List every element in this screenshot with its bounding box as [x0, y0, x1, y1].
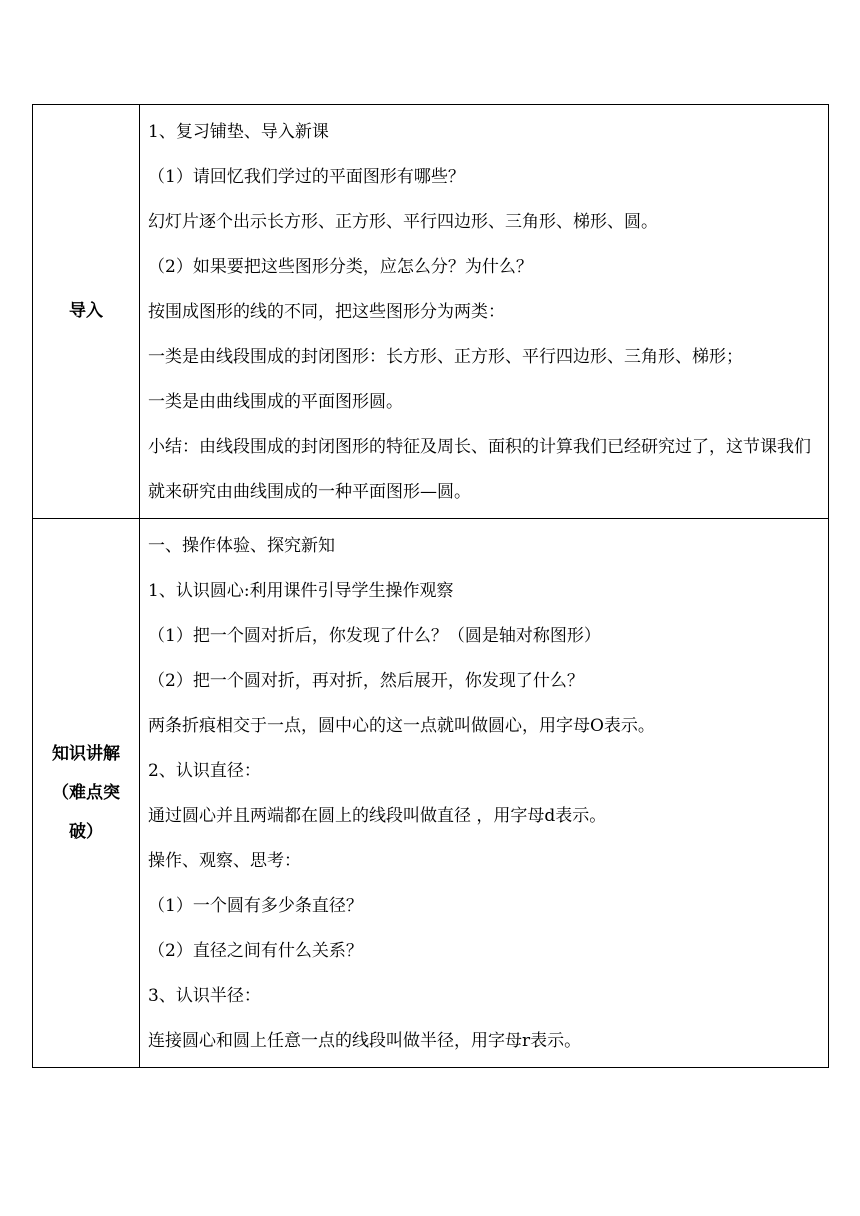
section-label-knowledge	[33, 519, 140, 1068]
table-row	[33, 519, 829, 1068]
section-content-knowledge	[140, 519, 829, 1068]
content-line: （2）如果要把这些图形分类，应怎么分？为什么？	[148, 257, 533, 277]
section-label-text: 导入	[69, 301, 103, 321]
content-line: 一类是由曲线围成的平面图形圆。	[148, 392, 403, 412]
content-line: （2）把一个圆对折，再对折，然后展开，你发现了什么？	[148, 671, 584, 691]
content-line: 通过圆心并且两端都在圆上的线段叫做直径 ，用字母d表示。	[148, 806, 607, 826]
content-line: 按围成图形的线的不同，把这些图形分为两类：	[148, 302, 505, 322]
lesson-plan-table	[32, 104, 829, 1068]
content-line: （1）一个圆有多少条直径？	[148, 896, 363, 916]
content-line: 连接圆心和圆上任意一点的线段叫做半径，用字母r表示。	[148, 1031, 582, 1051]
content-line: （2）直径之间有什么关系？	[148, 941, 363, 961]
section-content-intro	[140, 105, 829, 519]
section-label-intro	[33, 105, 140, 519]
content-line: 小结：由线段围成的封闭图形的特征及周长、面积的计算我们已经研究过了，这节课我们就来研究由曲线围成的一种平面图形—圆。	[148, 437, 811, 502]
content-line: 一、操作体验、探究新知	[148, 536, 335, 556]
section-label-text: 知识讲解（难点突破）	[52, 743, 120, 842]
content-line: 1、复习铺垫、导入新课	[148, 122, 329, 142]
content-line: 1、认识圆心:利用课件引导学生操作观察	[148, 581, 454, 601]
content-line: 操作、观察、思考：	[148, 851, 301, 871]
content-line: 2、认识直径：	[148, 761, 261, 781]
content-line: （1）请回忆我们学过的平面图形有哪些？	[148, 167, 465, 187]
content-line: 3、认识半径：	[148, 986, 261, 1006]
content-line: 两条折痕相交于一点，圆中心的这一点就叫做圆心，用字母O表示。	[148, 716, 655, 736]
table-row	[33, 105, 829, 519]
content-line: 幻灯片逐个出示长方形、正方形、平行四边形、三角形、梯形、圆。	[148, 212, 658, 232]
content-line: 一类是由线段围成的封闭图形：长方形、正方形、平行四边形、三角形、梯形；	[148, 347, 743, 367]
content-line: （1）把一个圆对折后，你发现了什么？（圆是轴对称图形）	[148, 626, 601, 646]
